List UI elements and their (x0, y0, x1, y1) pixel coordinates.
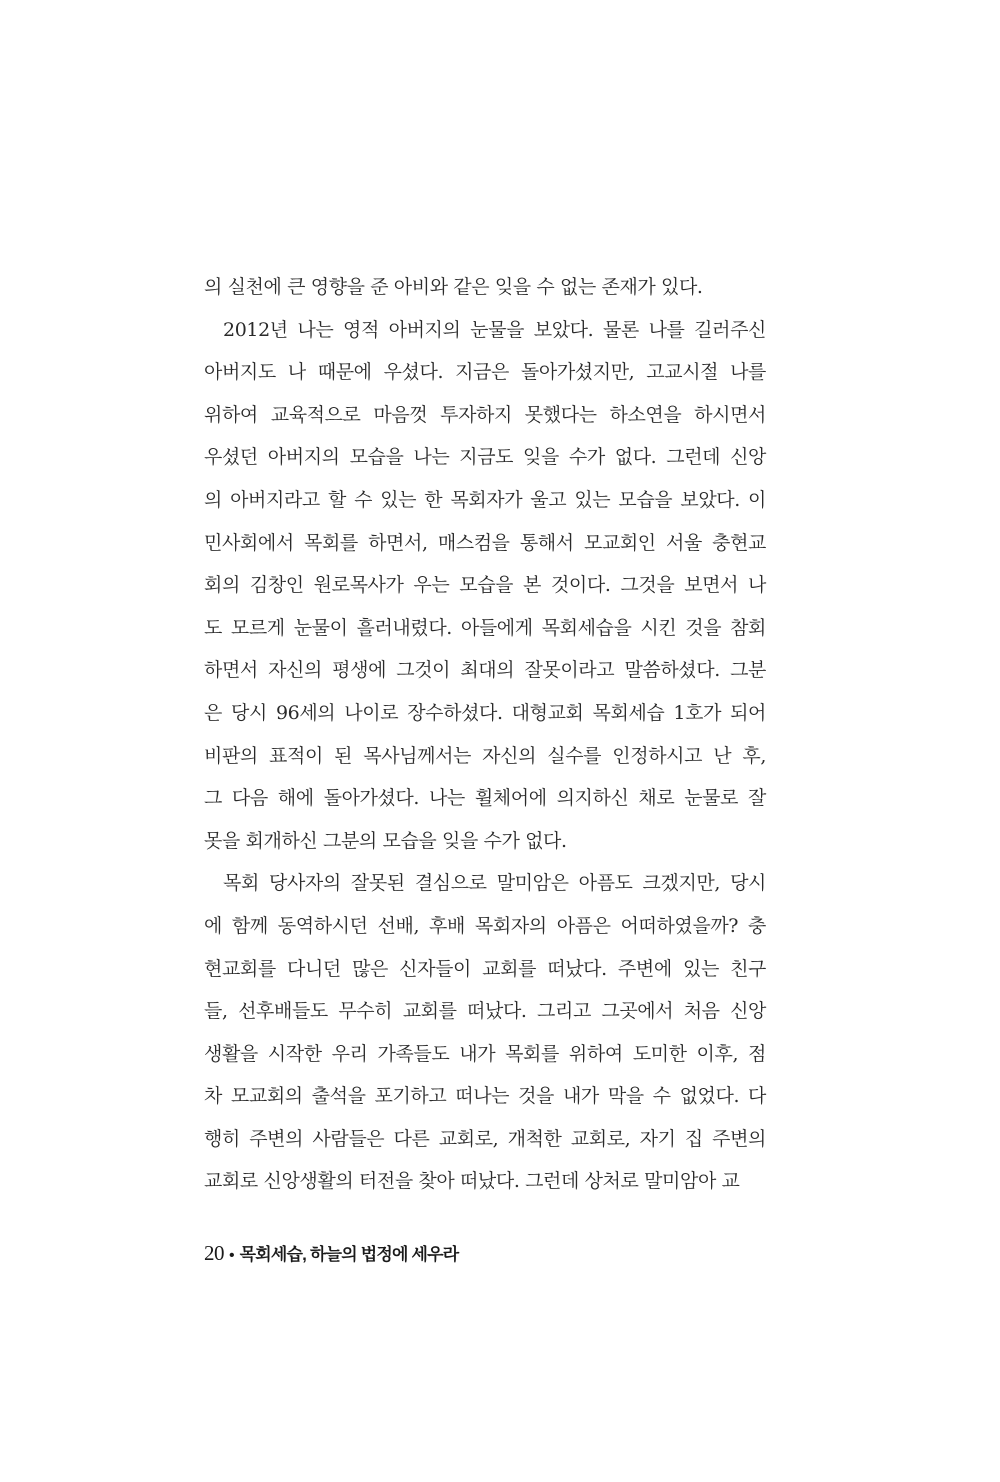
running-title: 목회세습, 하늘의 법정에 세우라 (239, 1245, 459, 1264)
text-line: 아버지도 나 때문에 우셨다. 지금은 돌아가셨지만, 고교시절 나를 (204, 361, 766, 384)
text-line: 도 모르게 눈물이 흘러내렸다. 아들에게 목회세습을 시킨 것을 참회 (204, 616, 766, 639)
text-line: 목회 당사자의 잘못된 결심으로 말미암은 아픔도 크겠지만, 당시 (223, 872, 766, 895)
text-line: 현교회를 다니던 많은 신자들이 교회를 떠났다. 주변에 있는 친구 (204, 957, 766, 980)
text-line: 위하여 교육적으로 마음껏 투자하지 못했다는 하소연을 하시면서 (204, 403, 766, 426)
text-line: 교회로 신앙생활의 터전을 찾아 떠났다. 그런데 상처로 말미암아 교 (204, 1170, 740, 1193)
page-footer (204, 1238, 458, 1268)
text-line: 회의 김창인 원로목사가 우는 모습을 본 것이다. 그것을 보면서 나 (204, 574, 766, 597)
text-line: 우셨던 아버지의 모습을 나는 지금도 잊을 수가 없다. 그런데 신앙 (204, 446, 766, 469)
text-line: 2012년 나는 영적 아버지의 눈물을 보았다. 물론 나를 길러주신 (223, 318, 766, 341)
text-line: 의 아버지라고 할 수 있는 한 목회자가 울고 있는 모습을 보았다. 이 (204, 488, 766, 511)
text-line: 의 실천에 큰 영향을 준 아비와 같은 잊을 수 없는 존재가 있다. (204, 276, 703, 298)
page-number: 20 (204, 1241, 224, 1265)
paragraph (204, 309, 766, 863)
text-line: 민사회에서 목회를 하면서, 매스컴을 통해서 모교회인 서울 충현교 (204, 531, 766, 554)
text-line: 들, 선후배들도 무수히 교회를 떠났다. 그리고 그곳에서 처음 신앙 (204, 1000, 766, 1023)
text-line: 생활을 시작한 우리 가족들도 내가 목회를 위하여 도미한 이후, 점 (204, 1042, 766, 1065)
text-line: 행히 주변의 사람들은 다른 교회로, 개척한 교회로, 자기 집 주변의 (204, 1127, 766, 1150)
text-line: 비판의 표적이 된 목사님께서는 자신의 실수를 인정하시고 난 후, (204, 744, 766, 767)
text-line: 은 당시 96세의 나이로 장수하셨다. 대형교회 목회세습 1호가 되어 (204, 701, 766, 724)
text-line: 그 다음 해에 돌아가셨다. 나는 휠체어에 의지하신 채로 눈물로 잘 (204, 787, 766, 810)
body-text (204, 266, 766, 1203)
text-line: 하면서 자신의 평생에 그것이 최대의 잘못이라고 말씀하셨다. 그분 (204, 659, 766, 682)
text-line: 못을 회개하신 그분의 모습을 잊을 수가 없다. (204, 829, 567, 852)
paragraph (204, 862, 766, 1203)
text-line: 에 함께 동역하시던 선배, 후배 목회자의 아픔은 어떠하였을까? 충 (204, 914, 766, 937)
text-line: 차 모교회의 출석을 포기하고 떠나는 것을 내가 막을 수 없었다. 다 (204, 1085, 766, 1108)
paragraph (204, 266, 766, 309)
footer-bullet: • (229, 1247, 235, 1264)
